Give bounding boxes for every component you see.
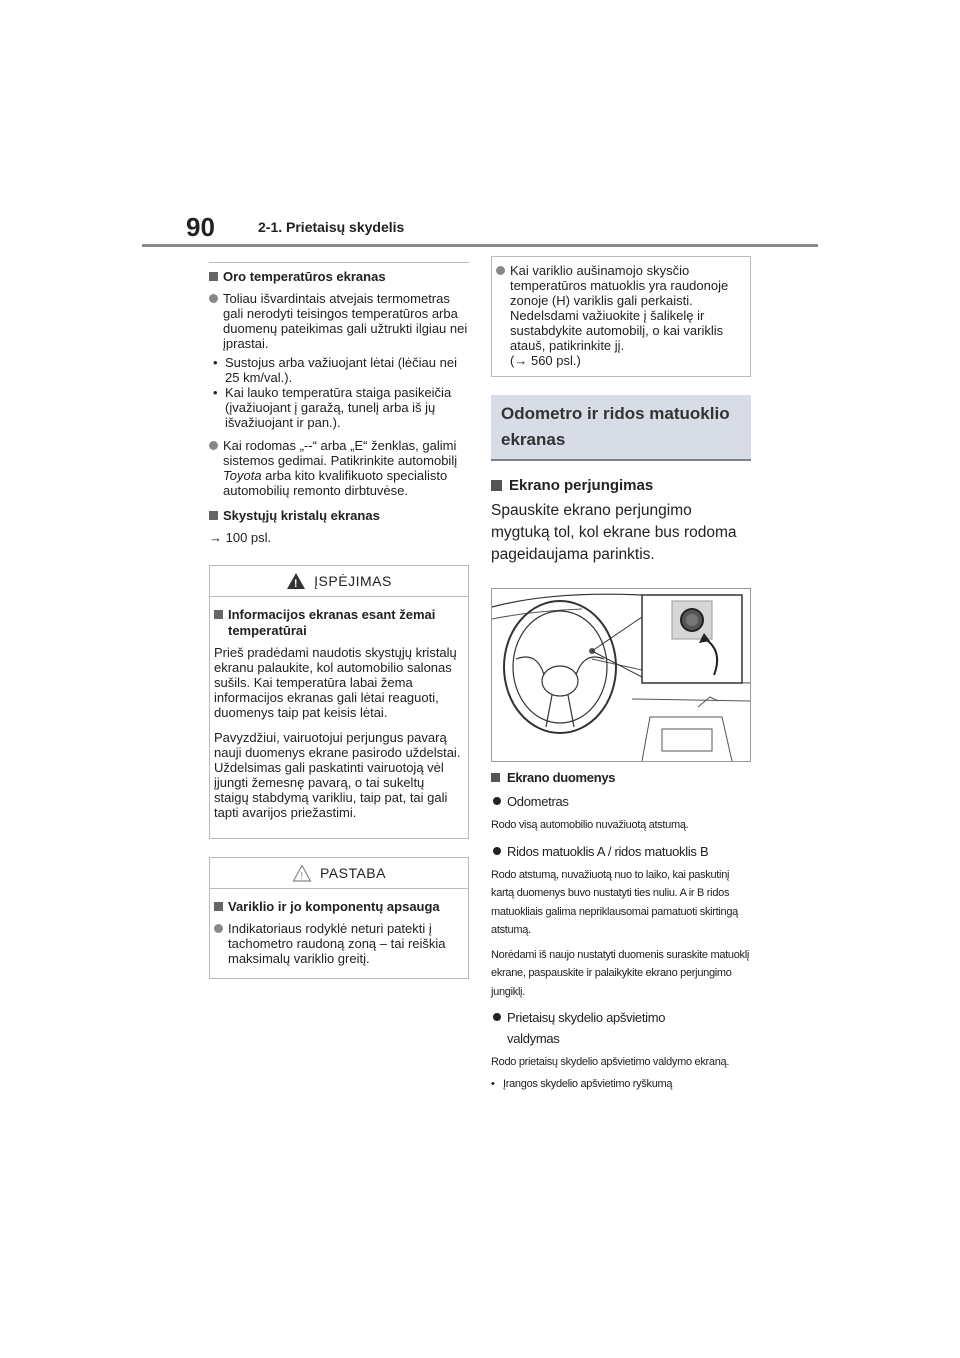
page-reference[interactable]: 560 psl.) [530,353,581,368]
warning-box [209,565,469,839]
arrow-right-icon: → [209,530,222,545]
coolant-note-box [491,256,751,377]
warning-heading: Informacijos ekranas esant žemai temperatūrai [214,607,462,639]
illumination-sub: • Įrangos skydelio apšvietimo ryškumą [491,1077,673,1090]
warning-title: ! ĮSPĖJIMAS [210,566,468,597]
illumination-item: Prietaisų skydelio apšvietimo valdymas [491,1007,751,1049]
outside-temp-heading: Oro temperatūros ekranas [209,269,469,285]
circle-bullet-icon [493,797,501,805]
square-bullet-icon [209,272,218,281]
header-rule [142,244,818,247]
warning-triangle-icon [286,572,306,590]
right-column [491,256,751,1090]
circle-bullet-icon [214,924,223,933]
lcd-reference[interactable]: → 100 psl. [209,530,272,545]
square-bullet-icon [214,610,223,619]
caution-triangle-icon [292,864,312,882]
circle-bullet-icon [209,294,218,303]
circle-bullet-icon [493,1013,501,1021]
warning-para: Pavyzdžiui, vairuotojui perjungus pavarą nauji duomenys ekrane pasirodo uždelstai. Uždelsimas gali paskatinti vairuotoją vėl įjungti žemesnę pavarą, o tai sukeltų staigų stabdymą varikliu, taip pat, tai gali tapti avarijos priežastimi. [214,730,461,820]
section-rule [209,262,469,263]
notice-box [209,857,469,979]
left-column [209,262,469,979]
circle-bullet-icon [496,266,505,275]
lcd-heading: Skystųjų kristalų ekranas [209,508,469,524]
square-bullet-icon [214,902,223,911]
switching-text: Spauskite ekrano perjungimo mygtuką tol, kol ekrane bus rodoma pageidaujama parinktis. [491,502,737,563]
illumination-desc: Rodo prietaisų skydelio apšvietimo valdymo ekraną. [491,1056,730,1068]
trip-meter-desc: Rodo atstumą, nuvažiuotą nuo to laiko, kai paskutinį kartą duomenys buvo nustatyti ties nuliu. A ir B ridos matuokliais galima nepriklausomai pamatuoti skirtingą atstumą. [491,868,738,936]
warning-para: Prieš pradėdami naudotis skystųjų kristalų ekranu palaukite, kol automobilio salonas sušils. Kai temperatūra labai žema informacijos ekranas gali lėtai reaguoti, duomenys taip pat keisis lėtai. [214,645,457,720]
display-items-heading: Ekrano duomenys [491,770,751,785]
outside-temp-bullet: Toliau išvardintais atvejais termometras gali nerodyti teisingos temperatūros arba duomenų pateikimas gali užtrukti ilgiau nei įprastai. [209,291,469,351]
circle-bullet-icon [209,441,218,450]
brand-name: Toyota [223,468,262,483]
switching-heading: Ekrano perjungimas [491,477,751,494]
section-heading: Odometro ir ridos matuoklio ekranas [491,395,751,461]
odometer-item: Odometras [491,791,751,812]
notice-title: ! PASTABA [210,858,468,889]
outside-temp-bullet: Kai rodomas „--“ arba „E“ ženklas, galimi sistemos gedimai. Patikrinkite automobilį Toyota arba kito kvalifikuoto specialisto automobilių remonto dirbtuvėse. [209,438,469,498]
steering-wheel-illustration [491,588,751,762]
chapter-title: 2-1. Prietaisų skydelis [258,219,405,235]
notice-heading: Variklio ir jo komponentų apsauga [214,899,462,915]
svg-text:!: ! [300,871,304,882]
trip-meter-item: Ridos matuoklis A / ridos matuoklis B [491,841,751,862]
outside-temp-sub: • Kai lauko temperatūra staiga pasikeičia (įvažiuojant į garažą, tunelį arba iš jų išvažiuojant ir pan.). [213,385,452,430]
square-bullet-icon [209,511,218,520]
svg-text:!: ! [294,578,299,590]
square-bullet-icon [491,773,500,782]
arrow-right-icon: → [514,353,528,368]
trip-meter-reset: Norėdami iš naujo nustatyti duomenis suraskite matuoklį ekrane, paspauskite ir palaikykite ekrano perjungimo jungiklį. [491,948,750,998]
outside-temp-sub: • Sustojus arba važiuojant lėtai (lėčiau nei 25 km/val.). [213,355,457,385]
circle-bullet-icon [493,847,501,855]
page-number: 90 [186,212,215,242]
notice-bullet: Indikatoriaus rodyklė neturi patekti į tachometro raudoną zoną – tai reiškia maksimalų variklio greitį. [214,921,462,966]
square-bullet-icon [491,480,502,491]
steering-wheel-drawing [492,589,750,761]
coolant-note: Kai variklio aušinamojo skysčio temperatūros matuoklis yra raudonoje zonoje (H) variklis gali perkaisti. Nedelsdami važiuokite į šalikelę ir sustabdykite automobilį, o kai variklis atauš, patikrinkite jį. (→ 560 psl.) [496,263,744,368]
odometer-desc: Rodo visą automobilio nuvažiuotą atstumą. [491,819,689,831]
